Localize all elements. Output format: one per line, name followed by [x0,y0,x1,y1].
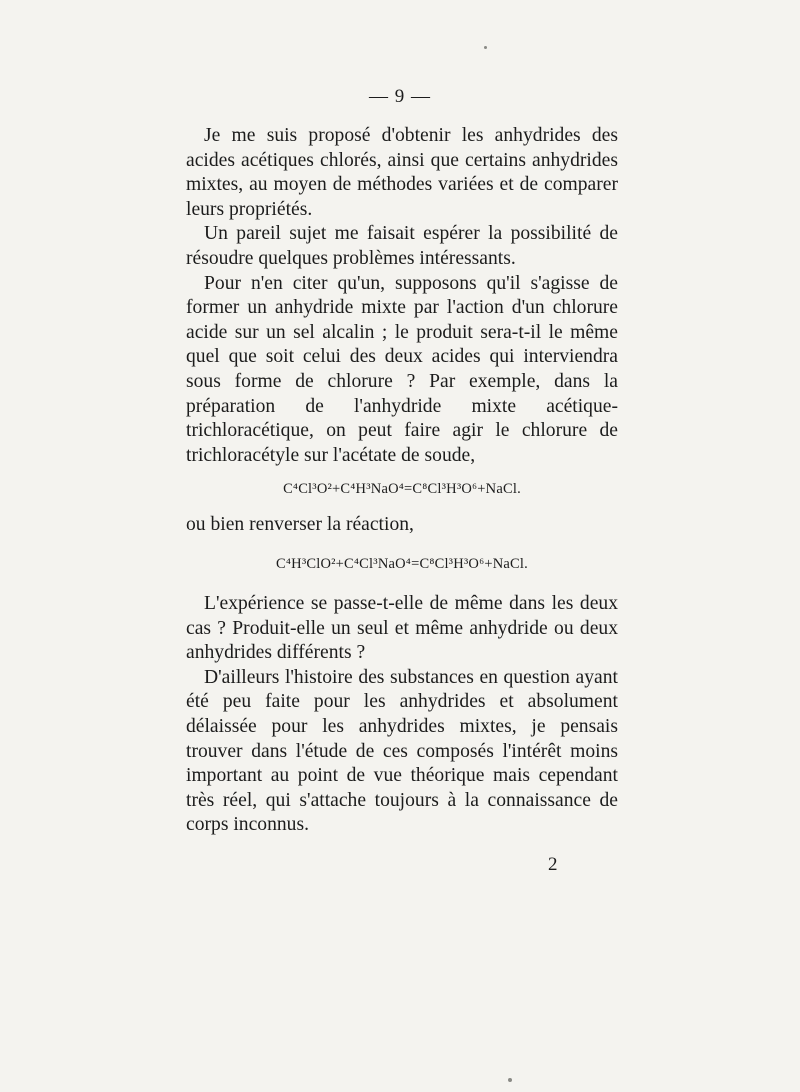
paragraph-subject: Un pareil sujet me faisait espérer la possibilité de résoudre quelques problèmes intéressants. [186,223,618,269]
paragraph-reverse: ou bien renverser la réaction, [186,513,414,535]
paragraph-question: L'expérience se passe-t-elle de même dans les deux cas ? Produit-elle un seul et même anhydride ou deux anhydrides différents ? [186,593,618,664]
paragraph-intro: Je me suis proposé d'obtenir les anhydrides des acides acétiques chlorés, ainsi que certains anhydrides mixtes, au moyen de méthodes variées et de comparer leurs propriétés. [186,125,618,220]
paragraph-example: Pour n'en citer qu'un, supposons qu'il s'agisse de former un anhydride mixte par l'action d'un chlorure acide sur un sel alcalin ; le produit sera-t-il le même quel que soit celui des deux acides qui interviendra sous forme de chlorure ? Par exemple, dans la préparation de l'anhydride mixte acétique-trichloracétique, on peut faire agir le chlorure de trichloracétyle sur l'acétate de soude, [186,272,618,466]
paper-speck [484,46,487,49]
paragraph-conclusion: D'ailleurs l'histoire des substances en question ayant été peu faite pour les anhydrides et absolument délaissée pour les anhydrides mixtes, je pensais trouver dans l'étude de ces composés l'intérêt moins important au point de vue théorique mais cependant très réel, qui s'attache toujours à la connaissance de corps inconnus. [186,666,618,836]
chemical-formula-2: C⁴H³ClO²+C⁴Cl³NaO⁴=C⁸Cl³H³O⁶+NaCl. [276,555,528,572]
paper-speck [508,1078,512,1082]
body-text [186,124,618,838]
signature-mark: 2 [548,854,558,875]
page-number: — 9 — [369,86,431,107]
chemical-formula-1: C⁴Cl³O²+C⁴H³NaO⁴=C⁸Cl³H³O⁶+NaCl. [283,481,521,498]
